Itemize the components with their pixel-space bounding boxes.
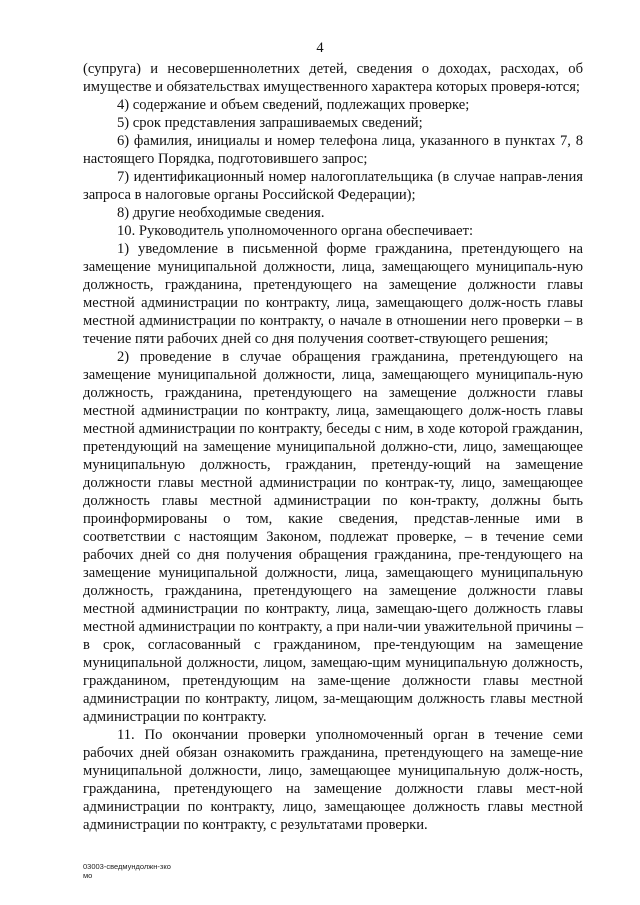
paragraph: (супруга) и несовершеннолетних детей, сведения о доходах, расходах, об имуществе и обязательствах имущественного характера которых проверя-ются; [83, 61, 583, 95]
paragraph: 1) уведомление в письменной форме гражданина, претендующего на замещение муниципальной должности, лица, замещающего муниципаль-ную должность, гражданина, претендующего на замещение должности главы местной администрации по контракту, лица, замещающего долж-ность главы местной администрации по контракту, о начале в отношении него проверки – в течение пяти рабочих дней со дня получения соответ-ствующего решения; [83, 241, 583, 347]
document-body [83, 60, 583, 834]
paragraph: 11. По окончании проверки уполномоченный орган в течение семи рабочих дней обязан ознакомить гражданина, претендующего на замеще-ние муниципальной должности, лицо, замещающее муниципальную долж-ность, гражданина, претендующего на замещение должности главы мест-ной администрации по контракту, лицо, замещающее должность главы местной администрации по контракту, с результатами проверки. [83, 727, 583, 833]
paragraph: 7) идентификационный номер налогоплательщика (в случае направ-ления запроса в налоговые органы Российской Федерации); [83, 169, 583, 203]
footer-file-code-continued: мо [83, 871, 93, 880]
paragraph: 2) проведение в случае обращения гражданина, претендующего на замещение муниципальной должности, лица, замещающего муниципаль-ную должность, гражданина, претендующего на замещение должности главы местной администрации по контракту, лица, замещающего долж-ность главы местной администрации по контракту, беседы с ним, в ходе которой гражданин, претендующий на замещение муниципальной должно-сти, лицо, замещающее муниципальную должность, гражданин, претенду-ющий на замещение должности главы местной администрации по контрак-ту, лицо, замещающее должность главы местной администрации по кон-тракту, должны быть проинформированы о том, какие сведения, представ-ленные ими в соответствии с настоящим Законом, подлежат проверке, – в течение семи рабочих дней со дня получения обращения гражданина, пре-тендующего на замещение муниципальной должности, лица, замещающего муниципальную должность, гражданина, претендующего на замещение должности главы местной администрации по контракту, лица, замещаю-щего должность главы местной администрации по контракту, а при нали-чии уважительной причины – в срок, согласованный с гражданином, пре-тендующим на замещение муниципальной должности, лицом, замещаю-щим муниципальную должность, гражданином, претендующим на заме-щение должности главы местной администрации по контракту, лицом, за-мещающим должность главы местной администрации по контракту. [83, 349, 583, 725]
page-number: 4 [316, 40, 324, 56]
paragraph: 10. Руководитель уполномоченного органа обеспечивает: [117, 223, 474, 239]
paragraph: 5) срок представления запрашиваемых сведений; [117, 115, 423, 131]
paragraph: 4) содержание и объем сведений, подлежащих проверке; [117, 97, 470, 113]
paragraph: 8) другие необходимые сведения. [117, 205, 325, 221]
paragraph: 6) фамилия, инициалы и номер телефона лица, указанного в пунктах 7, 8 настоящего Порядка, подготовившего запрос; [83, 133, 583, 167]
footer-file-code: 03003-сведмундолжн-зко [83, 862, 171, 871]
document-footer [83, 862, 171, 880]
